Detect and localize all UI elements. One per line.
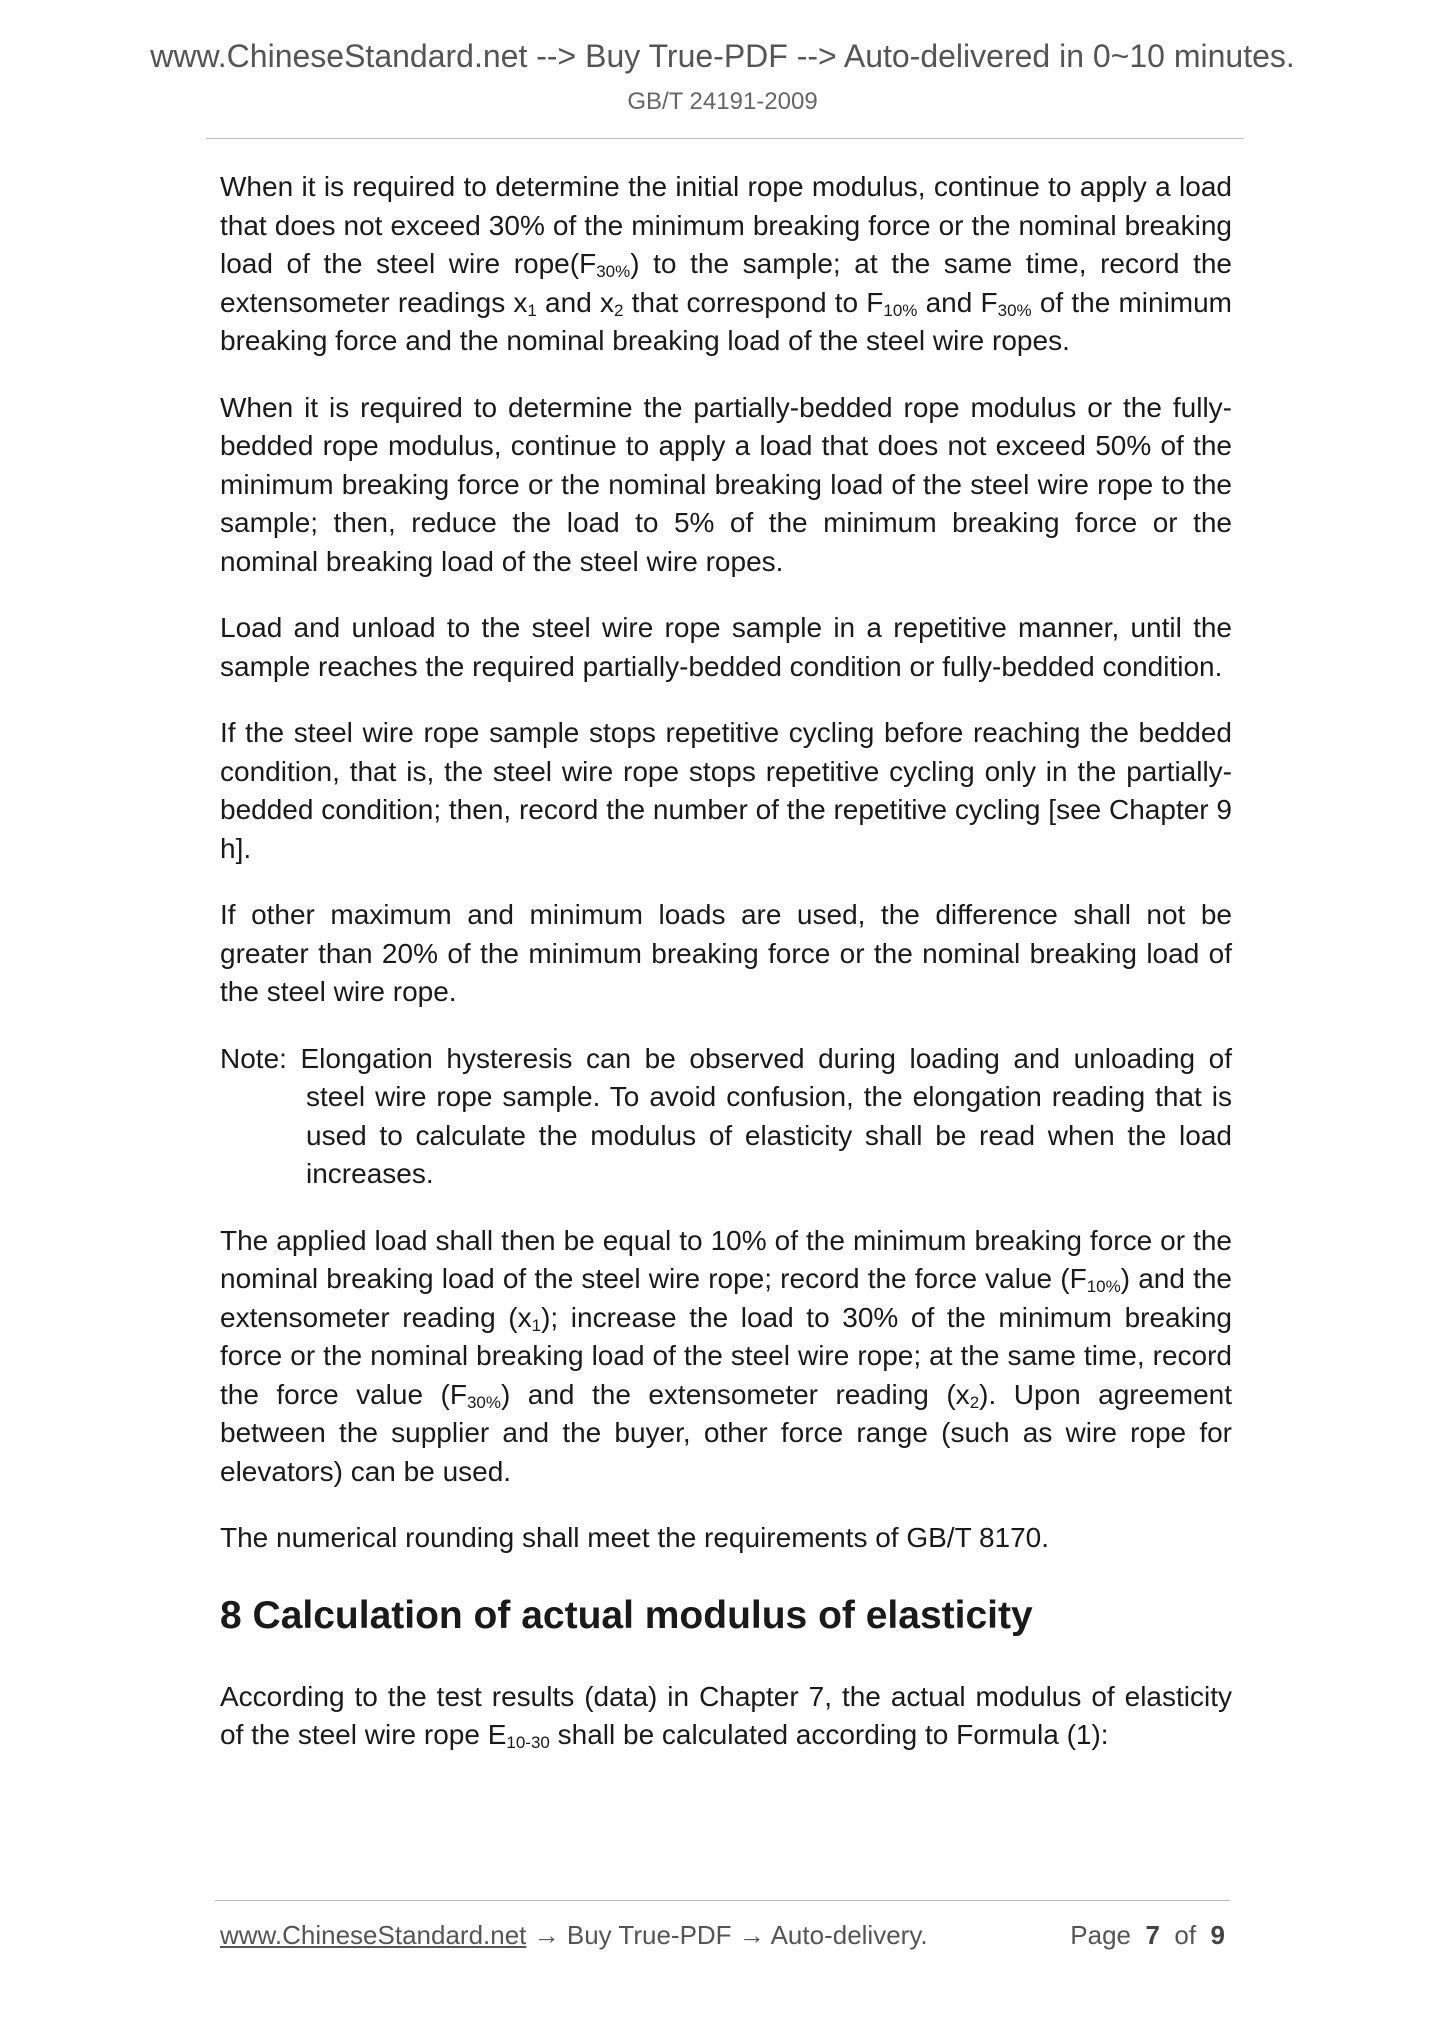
current-page: 7	[1145, 1920, 1160, 1950]
paragraph-other-loads: If other maximum and minimum loads are used, the difference shall not be greater than 20% of the minimum breaking force or the nominal breaking load of the steel wire rope.	[220, 899, 1232, 1007]
section-heading-8: 8 Calculation of actual modulus of elasticity	[220, 1593, 1033, 1637]
paragraph-bedded-modulus: When it is required to determine the partially-bedded rope modulus or the fully-bedded rope modulus, continue to apply a load that does not exceed 50% of the minimum breaking force or the nominal breaking load of the steel wire rope to the sample; then, reduce the load to 5% of the minimum breaking force or the nominal breaking load of the steel wire ropes.	[220, 391, 1232, 577]
paragraph-repetitive-cycling: If the steel wire rope sample stops repetitive cycling before reaching the bedded condition, that is, the steel wire rope stops repetitive cycling only in the partially-bedded condition; then, record the number of the repetitive cycling [see Chapter 9 h].	[220, 717, 1232, 864]
note-elongation-hysteresis: Note: Elongation hysteresis can be observed during loading and unloading of steel wire rope sample. To avoid confusion, the elongation reading that is used to calculate the modulus of elasticity shall be read when the load increases.	[220, 1042, 1232, 1189]
document-body	[220, 168, 1232, 1783]
paragraph-applied-load: The applied load shall then be equal to 10% of the minimum breaking force or the nominal breaking load of the steel wire rope; record the force value $(F_{10\%})$ and the extensometer reading $(x_1)$; increase the load to 30% of the minimum breaking force or the nominal breaking load of the steel wire rope; at the same time, record the force value $(F_{30\%})$ and the extensometer reading $(x_2)$. Upon agreement between the supplier and the buyer, other force range (such as wire rope for elevators) can be used.	[220, 1224, 1233, 1487]
footer-auto-label: Auto-delivery.	[770, 1920, 928, 1950]
total-pages: 9	[1210, 1920, 1225, 1950]
footer-site-link[interactable]: www.ChineseStandard.net	[220, 1920, 527, 1950]
footer-divider	[215, 1900, 1230, 1901]
arrow-right-icon: →	[526, 1920, 567, 1950]
paragraph-rounding: The numerical rounding shall meet the requirements of GB/T 8170.	[220, 1522, 1050, 1553]
standard-id: GB/T 24191-2009	[627, 88, 818, 115]
paragraph-initial-modulus: When it is required to determine the initial rope modulus, continue to apply a load that does not exceed 30% of the minimum breaking force or the nominal breaking load of the steel wire $rope(F_{30\%})$ to the sample; at the same time, record the extensometer readings $x_1$ and $x_2$ that correspond to $F_{10\%}$ and $F_{30\%}$ of the minimum breaking force and the nominal breaking load of the steel wire ropes.	[220, 171, 1233, 356]
paragraph-load-unload: Load and unload to the steel wire rope sample in a repetitive manner, until the sample reaches the required partially-bedded condition or fully-bedded condition.	[220, 612, 1232, 682]
footer-buy-label: Buy True-PDF	[566, 1920, 732, 1950]
paragraph-formula-intro: According to the test results (data) in Chapter 7, the actual modulus of elasticity of the steel wire rope $E_{10-30}$ shall be calculated according to Formula (1):	[220, 1680, 1232, 1752]
arrow-right-icon: →	[731, 1920, 771, 1950]
page-indicator: Page 7 of 9	[1070, 1920, 1225, 1950]
header-banner[interactable]: www.ChineseStandard.net --> Buy True-PDF --> Auto-delivered in 0~10 minutes.	[150, 38, 1295, 74]
header-divider	[206, 138, 1244, 139]
